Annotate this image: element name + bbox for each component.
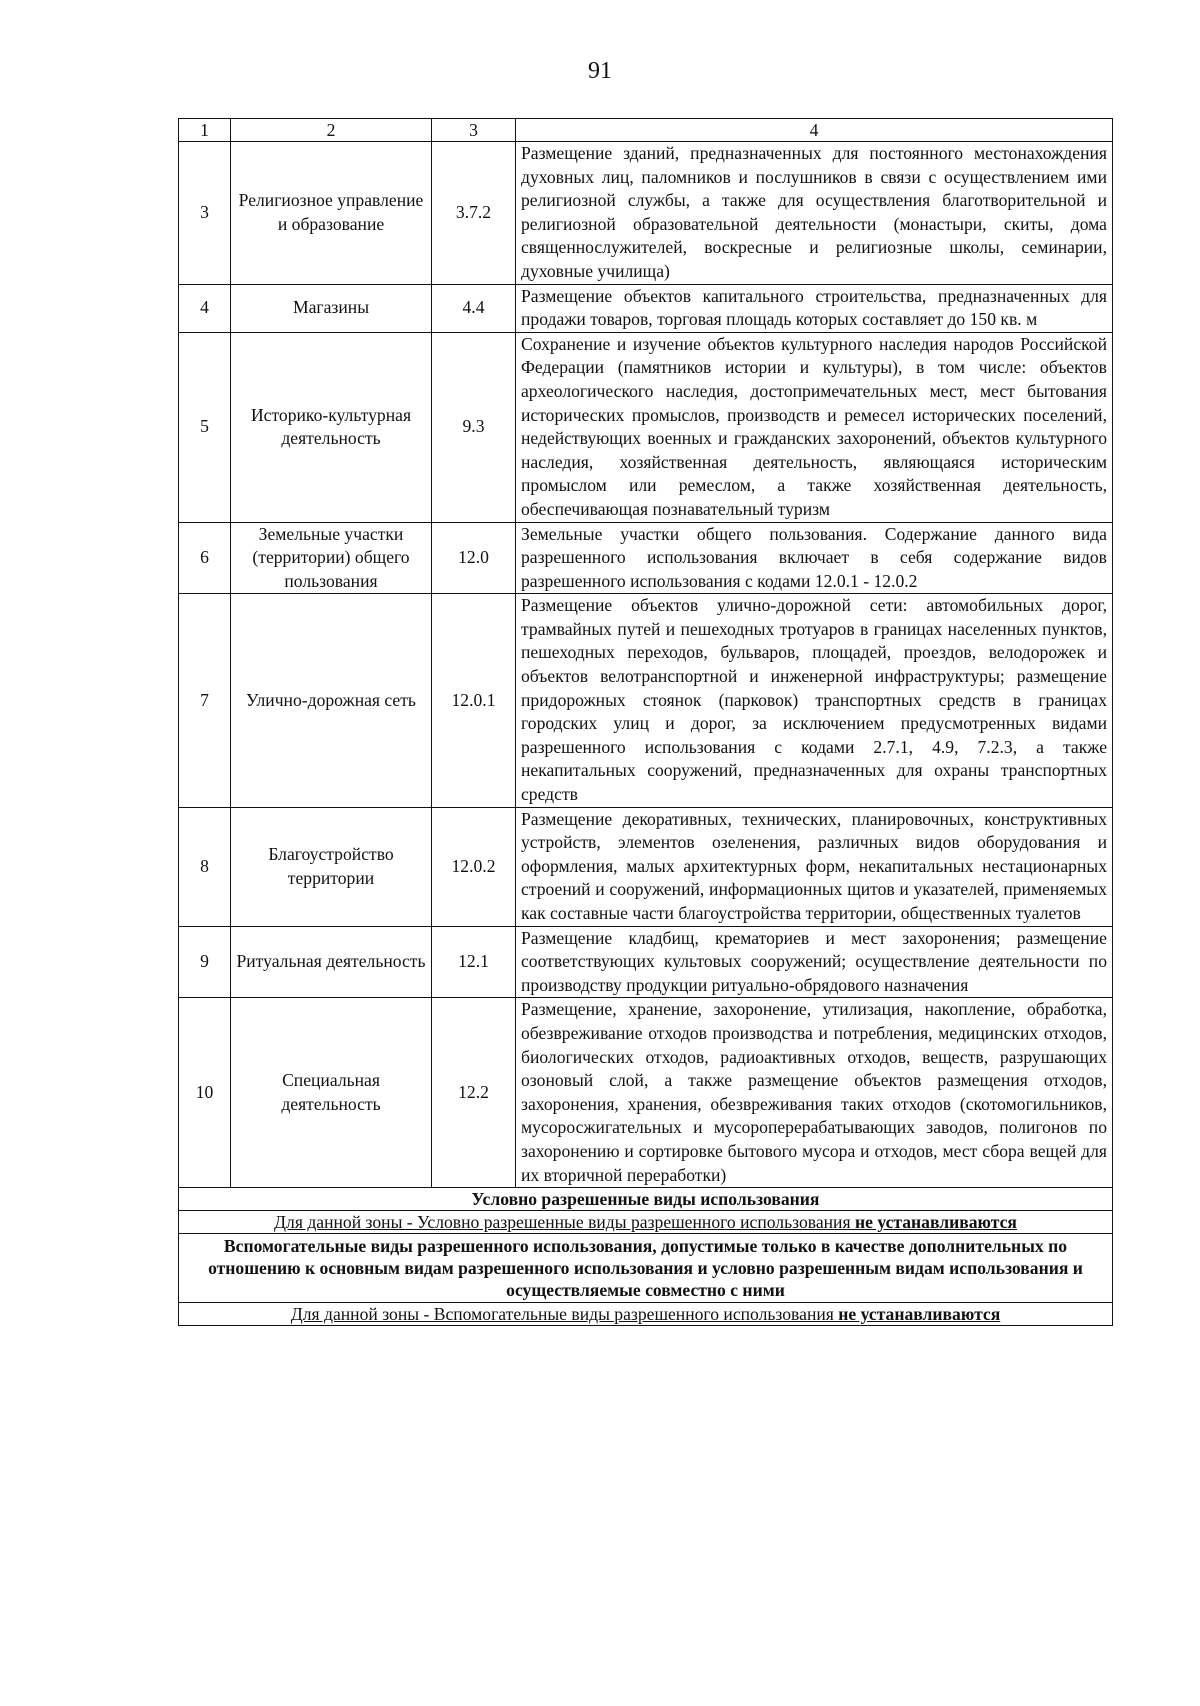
auxiliary-note-text: Для данной зоны - Вспомогательные виды разрешенного использования [290,1304,834,1325]
row-number: 9 [179,926,231,998]
row-number: 6 [179,522,231,594]
auxiliary-note-status: не устанавливаются [838,1304,1001,1325]
use-type-code: 12.0.1 [432,594,516,807]
use-type-code: 12.0 [432,522,516,594]
table-row [179,998,1113,1188]
auxiliary-uses-title: Вспомогательные виды разрешенного использования, допустимые только в качестве дополнительных по отношению к основным видам разрешенного использования и условно разрешенным видам использования и осуществляемые совместно с ними [179,1234,1113,1303]
use-type-code: 4.4 [432,284,516,332]
row-number: 5 [179,332,231,522]
use-type-description: Размещение кладбищ, крематориев и мест захоронения; размещение соответствующих культовых сооружений; осуществление деятельности по производству продукции ритуально-обрядового назначения [516,926,1113,998]
use-type-name: Историко-культурная деятельность [231,332,432,522]
use-type-name: Благоустройство территории [231,807,432,926]
page-number: 91 [588,58,612,84]
header-col-1: 1 [179,119,231,142]
conditional-note-status: не устанавливаются [854,1212,1017,1233]
use-type-code: 12.0.2 [432,807,516,926]
use-type-description: Размещение объектов улично-дорожной сети: автомобильных дорог, трамвайных путей и пешеходных тротуаров в границах населенных пунктов, пешеходных переходов, бульваров, площадей, проездов, велодорожек и объектов велотранспортной и инженерной инфраструктуры; размещение придорожных стоянок (парковок) транспортных средств в границах городских улиц и дорог, за исключением предусмотренных видами разрешенного использования с кодами 2.7.1, 4.9, 7.2.3, а также некапитальных сооружений, предназначенных для охраны транспортных средств [516,594,1113,807]
land-use-table [178,118,1113,1326]
table-row [179,284,1113,332]
auxiliary-uses-heading-row [179,1234,1113,1303]
conditional-uses-note [179,1211,1113,1234]
conditional-note-text: Для данной зоны - Условно разрешенные виды разрешенного использования [274,1212,851,1233]
use-type-description: Размещение зданий, предназначенных для постоянного местонахождения духовных лиц, паломников и послушников в связи с осуществлением ими религиозной службы, а также для осуществления благотворительной и религиозной образовательной деятельности (монастыри, скиты, дома священнослужителей, воскресные и религиозные школы, семинарии, духовные училища) [516,142,1113,285]
header-col-4: 4 [516,119,1113,142]
use-type-code: 3.7.2 [432,142,516,285]
row-number: 10 [179,998,231,1188]
row-number: 7 [179,594,231,807]
use-type-name: Магазины [231,284,432,332]
use-type-name: Специальная деятельность [231,998,432,1188]
use-type-name: Земельные участки (территории) общего пользования [231,522,432,594]
row-number: 3 [179,142,231,285]
row-number: 4 [179,284,231,332]
auxiliary-uses-note-row [179,1303,1113,1326]
table-row [179,926,1113,998]
use-type-description: Размещение, хранение, захоронение, утилизация, накопление, обработка, обезвреживание отходов производства и потребления, медицинских отходов, биологических отходов, радиоактивных отходов, веществ, разрушающих озоновый слой, а также размещение объектов размещения отходов, захоронения, хранения, обезвреживания таких отходов (скотомогильников, мусоросжигательных и мусороперерабатывающих заводов, полигонов по захоронению и сортировке бытового мусора и отходов, мест сбора вещей для их вторичной переработки) [516,998,1113,1188]
use-type-description: Земельные участки общего пользования. Содержание данного вида разрешенного использования включает в себя содержание видов разрешенного использования с кодами 12.0.1 - 12.0.2 [516,522,1113,594]
table-row [179,332,1113,522]
use-type-name: Религиозное управление и образование [231,142,432,285]
conditional-uses-title: Условно разрешенные виды использования [179,1188,1113,1211]
use-type-code: 12.2 [432,998,516,1188]
use-type-description: Размещение объектов капитального строительства, предназначенных для продажи товаров, торговая площадь которых составляет до 150 кв. м [516,284,1113,332]
use-type-name: Ритуальная деятельность [231,926,432,998]
auxiliary-uses-note [179,1303,1113,1326]
table-row [179,807,1113,926]
header-col-2: 2 [231,119,432,142]
header-row [179,119,1113,142]
conditional-uses-note-row [179,1211,1113,1234]
use-type-code: 12.1 [432,926,516,998]
use-type-description: Размещение декоративных, технических, планировочных, конструктивных устройств, элементов озеленения, различных видов оборудования и оформления, малых архитектурных форм, некапитальных нестационарных строений и сооружений, информационных щитов и указателей, применяемых как составные части благоустройства территории, общественных туалетов [516,807,1113,926]
conditional-uses-heading-row [179,1188,1113,1211]
table-row [179,142,1113,285]
use-type-code: 9.3 [432,332,516,522]
header-col-3: 3 [432,119,516,142]
table-row [179,594,1113,807]
use-type-description: Сохранение и изучение объектов культурного наследия народов Российской Федерации (памятников истории и культуры), в том числе: объектов археологического наследия, достопримечательных мест, мест бытования исторических промыслов, производств и ремесел исторических поселений, недействующих военных и гражданских захоронений, объектов культурного наследия, хозяйственная деятельность, являющаяся историческим промыслом или ремеслом, а также хозяйственная деятельность, обеспечивающая познавательный туризм [516,332,1113,522]
row-number: 8 [179,807,231,926]
use-type-name: Улично-дорожная сеть [231,594,432,807]
table-row [179,522,1113,594]
